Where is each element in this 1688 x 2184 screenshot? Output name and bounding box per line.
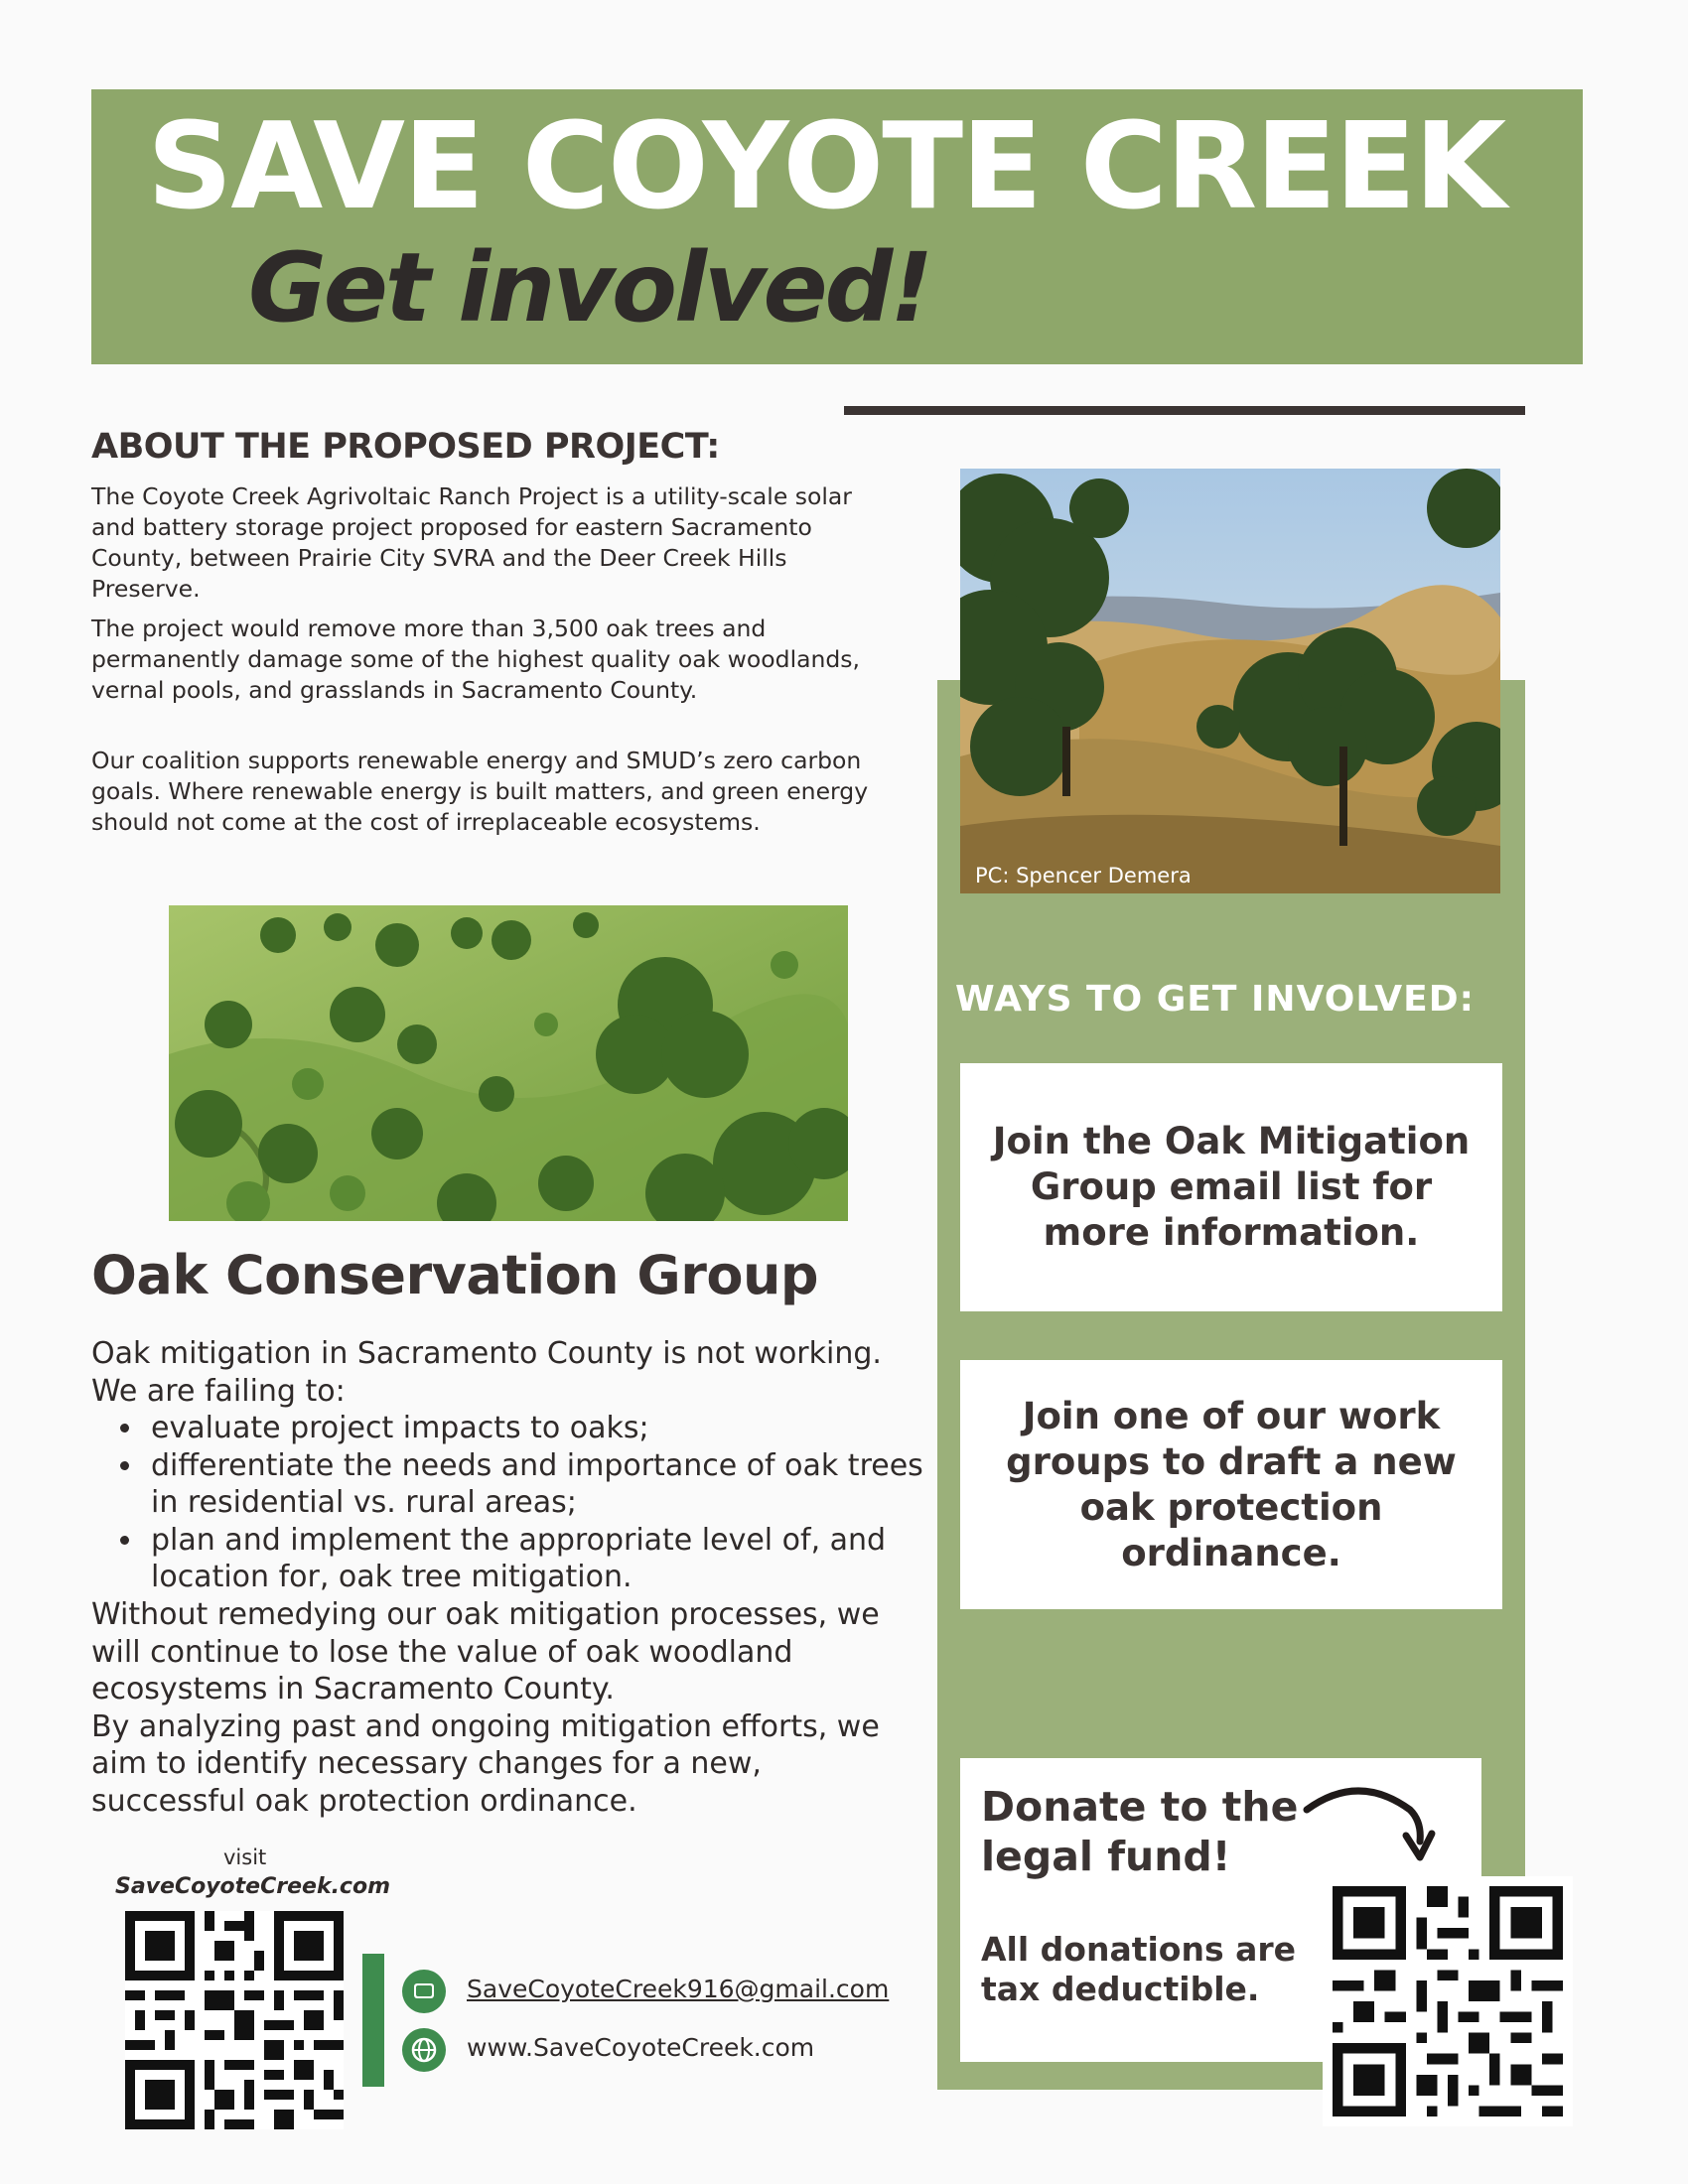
email-icon — [402, 1970, 446, 2013]
about-paragraph: Our coalition supports renewable energy and SMUD’s zero carbon goals. Where renewable energy is built matters, and green energy should not come at the cost of irreplaceable ecosystems. — [91, 747, 869, 836]
closing-sentence: Without remedying our oak mitigation processes, we will continue to lose the value of oak woodland ecosystems in Sacramento County. — [91, 1597, 880, 1706]
visit-label: visit — [223, 1845, 267, 1869]
page-subtitle: Get involved! — [248, 232, 931, 343]
oak-hillside-photo — [169, 905, 848, 1221]
donate-note: All donations are tax deductible. — [981, 1930, 1297, 2008]
page-title: SAVE COYOTE CREEK — [147, 98, 1505, 236]
website-url[interactable]: www.SaveCoyoteCreek.com — [467, 2033, 815, 2062]
list-item: • evaluate project impacts to oaks; — [145, 1410, 939, 1447]
website-qr-code[interactable] — [125, 1911, 344, 2129]
donate-heading: Donate to the legal fund! — [981, 1783, 1299, 1880]
donate-qr-code[interactable] — [1333, 1886, 1563, 2116]
visit-url[interactable]: SaveCoyoteCreek.com — [115, 1874, 391, 1899]
list-item: • differentiate the needs and importance of oak trees in residential vs. rural areas; — [145, 1447, 939, 1522]
oak-group-closing — [91, 1596, 886, 1820]
join-work-group-card[interactable]: Join one of our work groups to draft a new oak protection ordinance. — [960, 1360, 1502, 1609]
list-item: • plan and implement the appropriate level of, and location for, oak tree mitigation. — [145, 1522, 939, 1596]
about-paragraph: The Coyote Creek Agrivoltaic Ranch Project is a utility-scale solar and battery storage project proposed for eastern Sacramento County, between Prairie City SVRA and the Deer Creek Hills Preserve. — [91, 482, 852, 603]
about-paragraph: The project would remove more than 3,500 oak trees and permanently damage some of the highest quality oak woodlands, vernal pools, and grasslands in Sacramento County. — [91, 614, 861, 704]
oak-group-intro: Oak mitigation in Sacramento County is not working. We are failing to: — [91, 1336, 882, 1409]
join-email-list-card[interactable]: Join the Oak Mitigation Group email list for more information. — [960, 1063, 1502, 1311]
oak-group-heading: Oak Conservation Group — [91, 1244, 819, 1306]
globe-icon — [402, 2028, 446, 2072]
photo-credit: PC: Spencer Demera — [975, 864, 1192, 887]
oak-failures-list — [105, 1410, 939, 1596]
contact-accent-bar — [362, 1954, 384, 2087]
about-heading: ABOUT THE PROPOSED PROJECT: — [91, 427, 720, 467]
closing-sentence: By analyzing past and ongoing mitigation efforts, we aim to identify necessary changes for a new, successful oak protection ordinance. — [91, 1708, 880, 1819]
ways-heading: WAYS TO GET INVOLVED: — [955, 979, 1476, 1020]
divider-rule — [844, 406, 1525, 415]
curved-arrow-icon — [1299, 1780, 1438, 1869]
golden-hills-photo — [960, 469, 1500, 893]
email-link[interactable]: SaveCoyoteCreek916@gmail.com — [467, 1975, 890, 2003]
